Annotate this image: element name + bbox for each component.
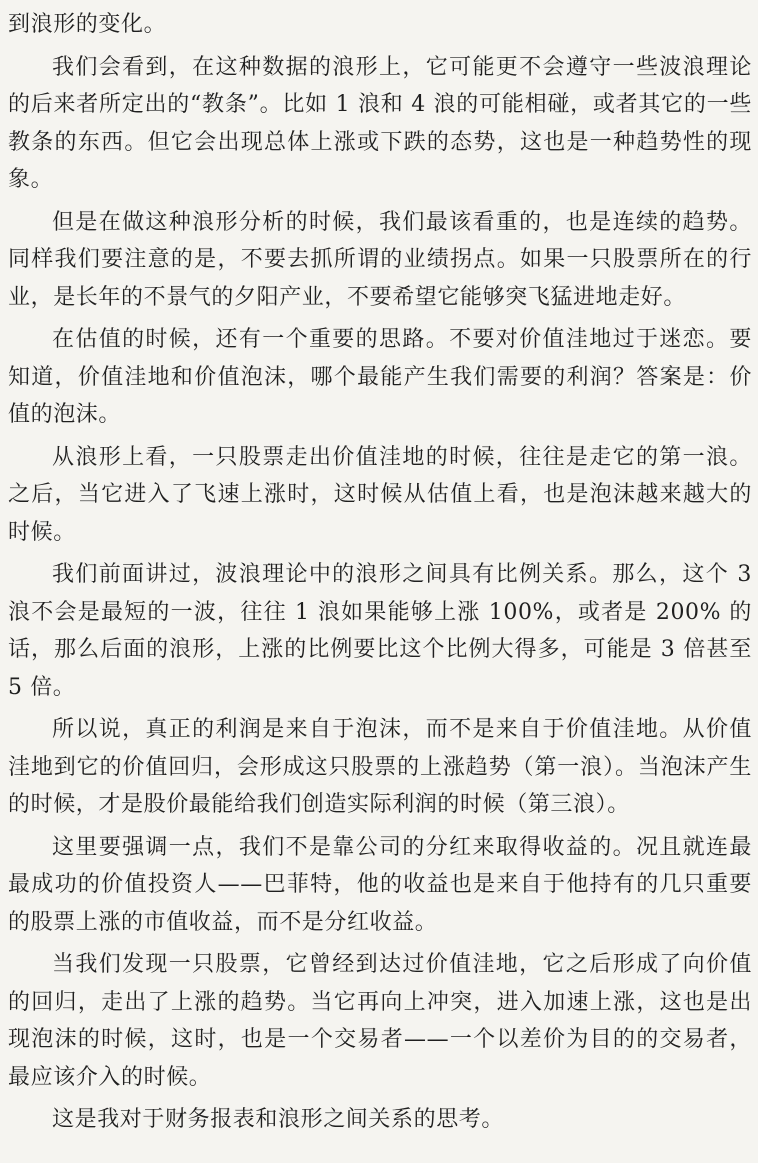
paragraph-5: 从浪形上看，一只股票走出价值洼地的时候，往往是走它的第一浪。之后，当它进入了飞速上涨时，这时候从估值上看，也是泡沫越来越大的时候。 [8, 444, 752, 545]
paragraph-7: 所以说，真正的利润是来自于泡沫，而不是来自于价值洼地。从价值洼地到它的价值回归，会形成这只股票的上涨趋势（第一浪）。当泡沫产生的时候，才是股价最能给我们创造实际利润的时候（第三浪）。 [8, 717, 752, 817]
paragraph-9: 当我们发现一只股票，它曾经到达过价值洼地，它之后形成了向价值的回归，走出了上涨的趋势。当它再向上冲突，进入加速上涨，这也是出现泡沫的时候，这时，也是一个交易者——一个以差价为目的的交易者，最应该介入的时候。 [8, 952, 752, 1090]
paragraph-10: 这是我对于财务报表和浪形之间关系的思考。 [52, 1107, 505, 1132]
paragraph-8: 这里要强调一点，我们不是靠公司的分红来取得收益的。况且就连最最成功的价值投资人——巴菲特，他的收益也是来自于他持有的几只重要的股票上涨的市值收益，而不是分红收益。 [8, 834, 752, 935]
page-text-body [8, 6, 752, 1144]
paragraph-2: 我们会看到，在这种数据的浪形上，它可能更不会遵守一些波浪理论的后来者所定出的“教条”。比如 1 浪和 4 浪的可能相碰，或者其它的一些教条的东西。但它会出现总体上涨或下跌的态势，这也是一种趋势性的现象。 [8, 54, 752, 192]
paragraph-1: 到浪形的变化。 [8, 12, 167, 37]
paragraph-6: 我们前面讲过，波浪理论中的浪形之间具有比例关系。那么，这个 3 浪不会是最短的一波，往往 1 浪如果能够上涨 100%，或者是 200% 的话，那么后面的浪形，上涨的比例要比这个比例大得多，可能是 3 倍甚至 5 倍。 [8, 562, 752, 700]
paragraph-3: 但是在做这种浪形分析的时候，我们最该看重的，也是连续的趋势。同样我们要注意的是，不要去抓所谓的业绩拐点。如果一只股票所在的行业，是长年的不景气的夕阳产业，不要希望它能够突飞猛进地走好。 [8, 209, 752, 310]
paragraph-4: 在估值的时候，还有一个重要的思路。不要对价值洼地过于迷恋。要知道，价值洼地和价值泡沫，哪个最能产生我们需要的利润？答案是：价值的泡沫。 [8, 327, 752, 427]
